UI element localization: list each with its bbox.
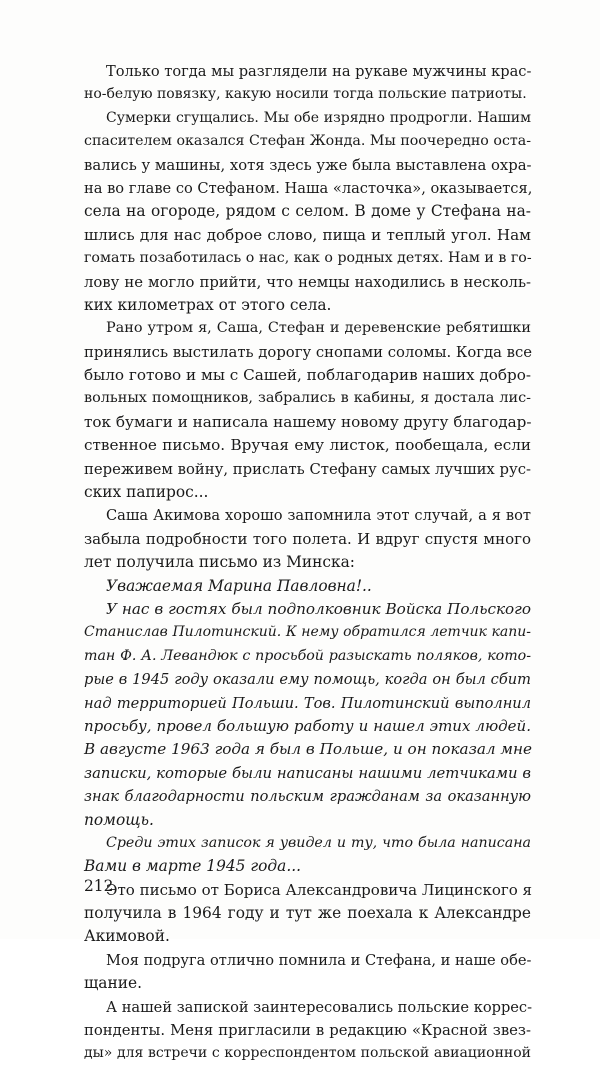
text-line: Только тогда мы разглядели на рукаве мужчины крас- <box>106 63 532 80</box>
page-number: 212 <box>84 877 114 895</box>
text-line: щание. <box>84 974 143 993</box>
text-line: спасителем оказался Стефан Жонда. Мы поочередно оста- <box>84 133 531 150</box>
text-line: Станислав Пилотинский. К нему обратился летчик капи- <box>84 624 531 641</box>
text-line: просьбу, провел большую работу и нашел этих людей. <box>84 716 531 735</box>
text-line: помощь. <box>84 810 154 829</box>
text-line: вольных помощников, забрались в кабины, я достала лис- <box>84 390 531 407</box>
text-line: над территорией Польши. Тов. Пилотинский выполнил <box>84 694 531 712</box>
body-text <box>84 60 531 1066</box>
text-line: гомать позаботилась о нас, как о родных детях. Нам и в го- <box>84 250 532 267</box>
text-line: Акимовой. <box>84 927 170 946</box>
text-line: ды» для встречи с корреспондентом польской авиационной <box>84 1045 531 1062</box>
text-line: тан Ф. А. Левандюк с просьбой разыскать поляков, кото- <box>84 647 531 664</box>
text-line: Саша Акимова хорошо запомнила этот случай, а я вот <box>106 507 531 525</box>
text-line: на во главе со Стефаном. Наша «ласточка», оказывается, <box>84 179 533 197</box>
text-line: Уважаемая Марина Павловна!.. <box>106 576 372 595</box>
text-line: Это письмо от Бориса Александровича Лицинского я <box>106 880 532 899</box>
text-line: села на огороде, рядом с селом. В доме у Стефана на- <box>84 202 531 221</box>
text-line: лову не могло прийти, что немцы находились в несколь- <box>84 273 531 291</box>
text-line: Моя подруга отлично помнила и Стефана, и наше обе- <box>106 951 532 969</box>
text-line: Сумерки сгущались. Мы обе изрядно продрогли. Нашим <box>106 109 531 126</box>
text-line: ственное письмо. Вручая ему листок, пообещала, если <box>84 436 531 455</box>
text-line: рые в 1945 году оказали ему помощь, когда он был сбит <box>84 671 531 689</box>
text-line: было готово и мы с Сашей, поблагодарив наших добро- <box>84 366 531 385</box>
text-line: переживем войну, прислать Стефану самых лучших рус- <box>84 460 531 478</box>
text-line: ских папирос... <box>84 483 209 502</box>
text-line: Рано утром я, Саша, Стефан и деревенские ребятишки <box>106 320 531 337</box>
text-line: У нас в гостях был подполковник Войска Польского <box>106 599 531 618</box>
text-line: А нашей запиской заинтересовались польские коррес- <box>106 998 533 1016</box>
text-line: но-белую повязку, какую носили тогда польские патриоты. <box>84 86 527 103</box>
text-line: ток бумаги и написала нашему новому другу благодар- <box>84 412 532 431</box>
text-line: В августе 1963 года я был в Польше, и он показал мне <box>84 740 532 759</box>
text-line: вались у машины, хотя здесь уже была выставлена охра- <box>84 156 532 174</box>
text-line: ких километрах от этого села. <box>84 295 332 314</box>
text-line: шлись для нас доброе слово, пища и теплый угол. Нам <box>84 225 531 244</box>
text-line: забыла подробности того полета. И вдруг спустя много <box>84 529 531 548</box>
text-line: записки, которые были написаны нашими летчиками в <box>84 764 531 782</box>
text-line: Среди этих записок я увидел и ту, что была написана <box>106 834 531 851</box>
text-line: принялись выстилать дорогу снопами соломы. Когда все <box>84 343 533 361</box>
text-line: понденты. Меня пригласили в редакцию «Красной звез- <box>84 1022 531 1040</box>
text-line: лет получила письмо из Минска: <box>84 553 355 572</box>
text-line: Вами в марте 1945 года... <box>84 857 301 876</box>
text-line: знак благодарности польским гражданам за оказанную <box>84 788 531 806</box>
text-line: получила в 1964 году и тут же поехала к Александре <box>84 904 531 923</box>
